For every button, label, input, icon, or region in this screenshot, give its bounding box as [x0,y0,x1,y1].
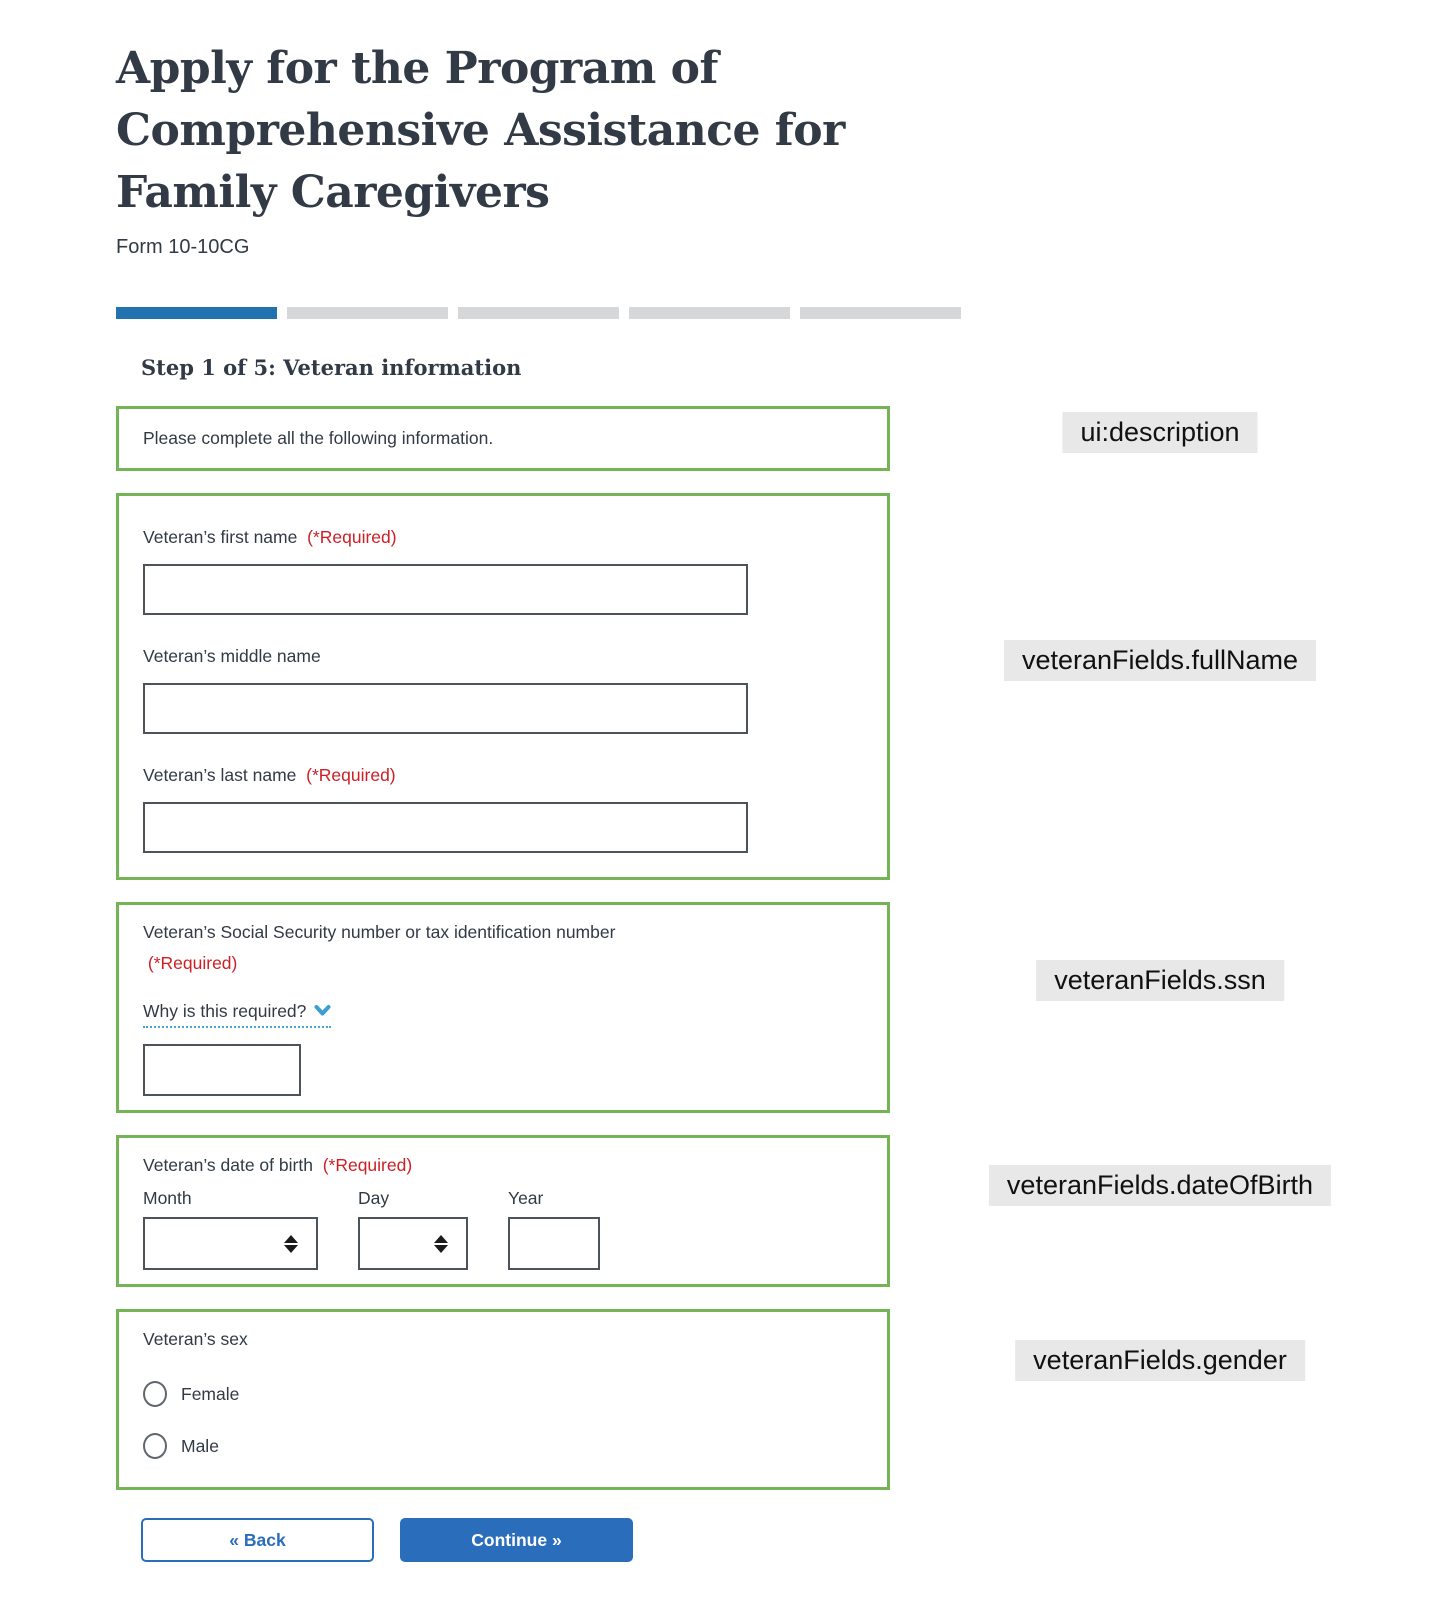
gender-option-male[interactable] [143,1433,863,1459]
date-of-birth-box [116,1135,890,1287]
dob-year-label: Year [508,1188,544,1208]
ssn-box [116,902,890,1113]
dob-label [143,1150,863,1181]
progress-bar [116,307,961,319]
gender-box [116,1309,890,1490]
dob-day-field [358,1183,468,1270]
annotation-date-of-birth: veteranFields.dateOfBirth [989,1165,1331,1206]
dob-month-label: Month [143,1188,192,1208]
progress-segment-3 [458,307,619,319]
ssn-help-row [143,1001,863,1028]
select-spinner-icon [284,1235,298,1253]
annotation-ssn: veteranFields.ssn [1036,960,1284,1001]
last-name-required: (*Required) [306,765,396,785]
last-name-group [143,760,863,853]
dob-month-select[interactable] [143,1217,318,1270]
dob-month-field [143,1183,318,1270]
page-title: Apply for the Program of Comprehensive Assistance for Family Caregivers [116,43,845,218]
ssn-help-toggle-label: Why is this required? [143,1001,307,1021]
ssn-label [143,917,708,979]
progress-segment-1 [116,307,277,319]
dob-label-text: Veteran’s date of birth [143,1155,313,1175]
middle-name-label-text: Veteran’s middle name [143,646,321,666]
dob-day-select[interactable] [358,1217,468,1270]
first-name-required: (*Required) [307,527,397,547]
step-heading: Step 1 of 5: Veteran information [141,355,522,380]
description-box [116,406,890,471]
annotation-fullname: veteranFields.fullName [1004,640,1316,681]
progress-segment-5 [800,307,961,319]
dob-field-row [143,1183,863,1270]
middle-name-input[interactable] [143,683,748,734]
annotation-ui-description: ui:description [1062,412,1257,453]
gender-option-female[interactable] [143,1381,863,1407]
middle-name-group [143,641,863,734]
radio-button-icon[interactable] [143,1381,167,1407]
chevron-down-icon [314,1001,331,1022]
first-name-label [143,522,863,553]
dob-year-field [508,1183,600,1270]
description-text: Please complete all the following information. [143,428,494,448]
back-button[interactable]: « Back [141,1518,374,1562]
ssn-label-text: Veteran’s Social Security number or tax identification number [143,922,616,942]
full-name-box [116,493,890,880]
select-spinner-icon [434,1235,448,1253]
ssn-help-toggle[interactable] [143,1001,331,1028]
form-number: Form 10-10CG [116,236,250,258]
first-name-label-text: Veteran’s first name [143,527,298,547]
ssn-required: (*Required) [147,953,238,973]
progress-segment-2 [287,307,448,319]
continue-button[interactable]: Continue » [400,1518,633,1562]
last-name-input[interactable] [143,802,748,853]
form-navigation [141,1518,1450,1602]
gender-label: Veteran’s sex [143,1329,248,1349]
dob-year-input[interactable] [508,1217,600,1270]
last-name-label-text: Veteran’s last name [143,765,297,785]
first-name-group [143,522,863,615]
dob-day-label: Day [358,1188,390,1208]
ssn-input[interactable] [143,1044,301,1096]
last-name-label [143,760,863,791]
gender-option-male-label: Male [181,1435,219,1456]
dob-required: (*Required) [322,1155,413,1175]
progress-segment-4 [629,307,790,319]
gender-option-female-label: Female [181,1383,240,1404]
radio-button-icon[interactable] [143,1433,167,1459]
middle-name-label [143,641,863,672]
annotation-gender: veteranFields.gender [1015,1340,1305,1381]
first-name-input[interactable] [143,564,748,615]
